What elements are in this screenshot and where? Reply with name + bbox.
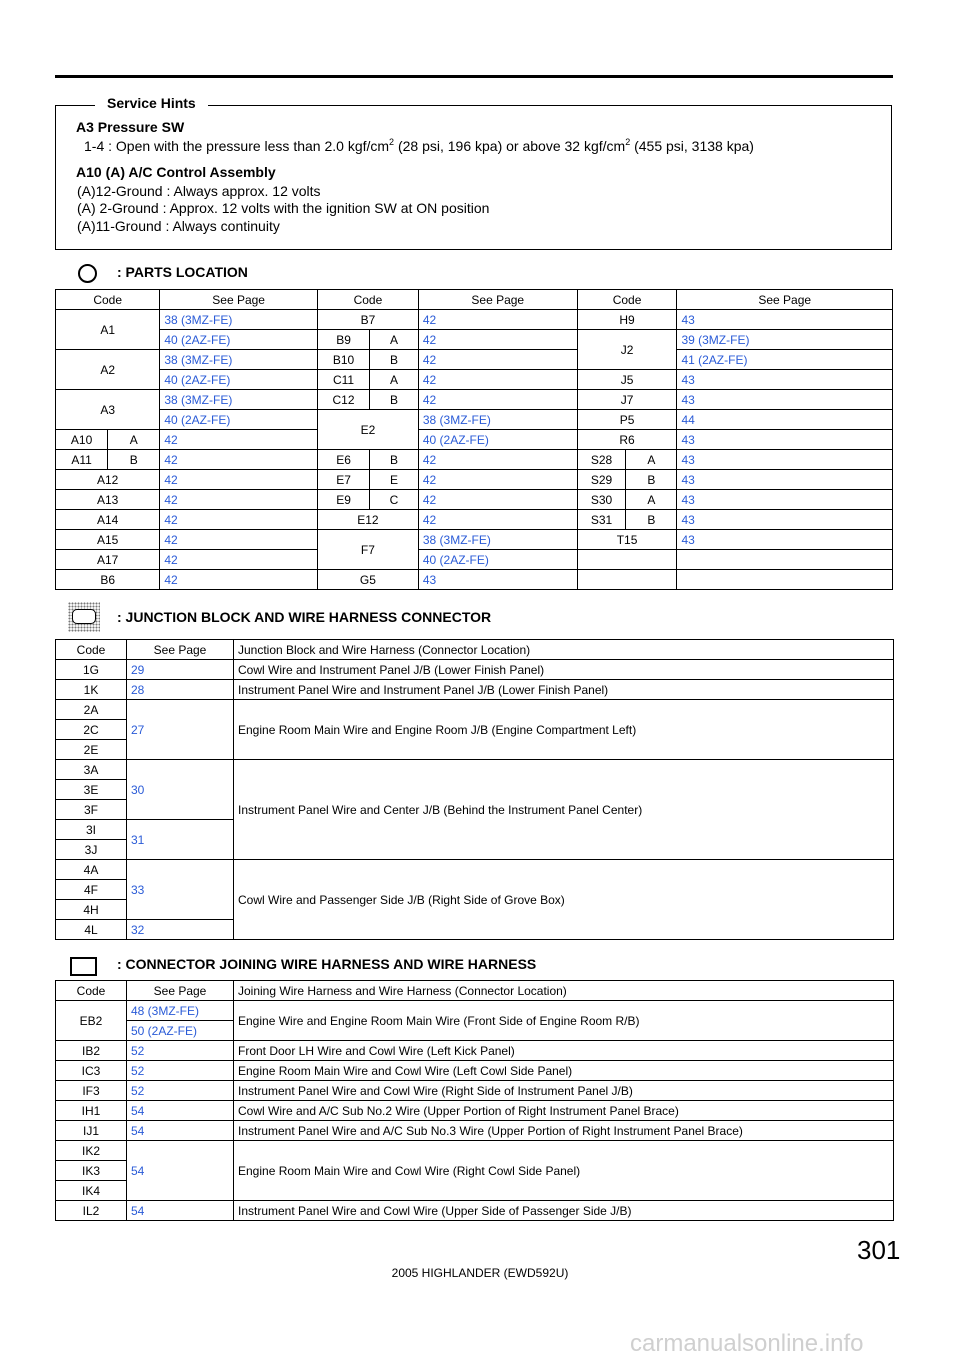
code-cell: J5: [577, 370, 677, 390]
code-cell: EB2: [56, 1001, 127, 1041]
code-cell: A2: [56, 350, 160, 390]
suffix-cell: B: [370, 350, 419, 370]
page-link[interactable]: 43: [677, 470, 893, 490]
page-number: 301: [857, 1235, 901, 1265]
empty-cell: [577, 570, 677, 590]
page-link[interactable]: 42: [418, 350, 577, 370]
page-link[interactable]: 54: [127, 1141, 234, 1201]
page-link[interactable]: 42: [160, 570, 318, 590]
page-link[interactable]: 42: [160, 450, 318, 470]
table-row: [56, 510, 893, 530]
table-row: [56, 350, 893, 370]
suffix-cell: B: [370, 390, 419, 410]
page-link[interactable]: 40 (2AZ-FE): [418, 550, 577, 570]
page-link[interactable]: 43: [677, 430, 893, 450]
header-cell: Code: [577, 290, 677, 310]
code-cell: 1K: [56, 680, 127, 700]
table-row: [56, 1121, 894, 1141]
page-link[interactable]: 42: [160, 430, 318, 450]
suffix-cell: A: [626, 490, 677, 510]
code-cell: C11: [317, 370, 369, 390]
table-row: [56, 760, 894, 780]
connector-joining-heading: : CONNECTOR JOINING WIRE HARNESS AND WIRE HARNESS: [117, 956, 537, 972]
code-cell: E9: [317, 490, 369, 510]
document-footer: 2005 HIGHLANDER (EWD592U): [391, 1266, 569, 1280]
table-row: [56, 530, 893, 550]
parts-location-table: [55, 289, 893, 590]
code-cell: IK2: [56, 1141, 127, 1161]
table-row: [56, 1081, 894, 1101]
empty-cell: [677, 570, 893, 590]
location-cell: Instrument Panel Wire and Cowl Wire (Right Side of Instrument Panel J/B): [234, 1081, 894, 1101]
location-cell: Engine Room Main Wire and Engine Room J/B (Engine Compartment Left): [234, 700, 894, 760]
code-cell: B7: [317, 310, 418, 330]
page-link[interactable]: 50 (2AZ-FE): [127, 1021, 234, 1041]
page-link[interactable]: 40 (2AZ-FE): [160, 370, 318, 390]
code-cell: 4A: [56, 860, 127, 880]
page-link[interactable]: 41 (2AZ-FE): [677, 350, 893, 370]
page-link[interactable]: 30: [127, 760, 234, 820]
page-link[interactable]: 27: [127, 700, 234, 760]
header-cell: Junction Block and Wire Harness (Connector Location): [234, 640, 894, 660]
header-cell: See Page: [160, 290, 318, 310]
code-cell: 3E: [56, 780, 127, 800]
code-cell: A13: [56, 490, 160, 510]
location-cell: Instrument Panel Wire and Cowl Wire (Upper Side of Passenger Side J/B): [234, 1201, 894, 1221]
code-cell: A1: [56, 310, 160, 350]
code-cell: S31: [577, 510, 626, 530]
code-cell: IB2: [56, 1041, 127, 1061]
code-cell: B6: [56, 570, 160, 590]
code-cell: IC3: [56, 1061, 127, 1081]
header-cell: Code: [56, 981, 127, 1001]
location-cell: Engine Wire and Engine Room Main Wire (Front Side of Engine Room R/B): [234, 1001, 894, 1041]
table-row: [56, 410, 893, 430]
table-row: [56, 1141, 894, 1161]
page-link[interactable]: 48 (3MZ-FE): [127, 1001, 234, 1021]
table-row: [56, 1041, 894, 1061]
header-cell: Code: [56, 640, 127, 660]
table-row: [56, 1061, 894, 1081]
page-link[interactable]: 43: [418, 570, 577, 590]
code-cell: 2C: [56, 720, 127, 740]
watermark: carmanualsonline.info: [630, 1330, 864, 1357]
table-row: [56, 860, 894, 880]
page-link[interactable]: 39 (3MZ-FE): [677, 330, 893, 350]
suffix-cell: A: [626, 450, 677, 470]
header-cell: See Page: [127, 640, 234, 660]
code-cell: A17: [56, 550, 160, 570]
parts-location-heading: : PARTS LOCATION: [117, 264, 248, 280]
a3-hint: 1-4 : Open with the pressure less than 2.0 kgf/$cm^2$ (28 psi, 196 kpa) or above 32 kgf/$cm^2$ (455 psi, 3138 kpa): [84, 137, 754, 154]
code-cell: H9: [577, 310, 677, 330]
connector-joining-icon: [70, 957, 97, 976]
code-cell: E2: [317, 410, 418, 450]
page-link[interactable]: 54: [127, 1201, 234, 1221]
header-cell: See Page: [677, 290, 893, 310]
code-cell: 3I: [56, 820, 127, 840]
suffix-cell: B: [626, 470, 677, 490]
code-cell: R6: [577, 430, 677, 450]
table-row: [56, 390, 893, 410]
code-cell: 3J: [56, 840, 127, 860]
table-header-row: [56, 640, 894, 660]
location-cell: Front Door LH Wire and Cowl Wire (Left Kick Panel): [234, 1041, 894, 1061]
code-cell: A14: [56, 510, 160, 530]
suffix-cell: A: [108, 430, 160, 450]
page-link[interactable]: 52: [127, 1041, 234, 1061]
code-cell: B10: [317, 350, 369, 370]
code-cell: 1G: [56, 660, 127, 680]
table-row: [56, 660, 894, 680]
page-link[interactable]: 42: [418, 330, 577, 350]
page-link[interactable]: 54: [127, 1121, 234, 1141]
code-cell: E12: [317, 510, 418, 530]
header-cell: Code: [56, 290, 160, 310]
page-link[interactable]: 42: [418, 470, 577, 490]
code-cell: 3A: [56, 760, 127, 780]
page-link[interactable]: 52: [127, 1061, 234, 1081]
page-link[interactable]: 32: [127, 920, 234, 940]
parts-location-circle-icon: [78, 264, 97, 283]
code-cell: S29: [577, 470, 626, 490]
code-cell: A10: [56, 430, 108, 450]
table-row: [56, 430, 893, 450]
page-link[interactable]: 42: [160, 550, 318, 570]
a3-title: A3 Pressure SW: [76, 119, 185, 135]
suffix-cell: A: [370, 330, 419, 350]
page-link[interactable]: 40 (2AZ-FE): [160, 330, 318, 350]
table-row: [56, 490, 893, 510]
table-row: [56, 310, 893, 330]
location-cell: Instrument Panel Wire and Center J/B (Behind the Instrument Panel Center): [234, 760, 894, 860]
page-link[interactable]: 42: [418, 310, 577, 330]
table-row: [56, 330, 893, 350]
header-cell: Code: [317, 290, 418, 310]
code-cell: 3F: [56, 800, 127, 820]
table-header-row: [56, 981, 894, 1001]
page-link[interactable]: 28: [127, 680, 234, 700]
page-link[interactable]: 38 (3MZ-FE): [160, 350, 318, 370]
suffix-cell: A: [370, 370, 419, 390]
page-link[interactable]: 43: [677, 510, 893, 530]
code-cell: A12: [56, 470, 160, 490]
page-link[interactable]: 43: [677, 530, 893, 550]
junction-block-icon: [68, 602, 100, 632]
table-row: [56, 1001, 894, 1021]
location-cell: Cowl Wire and Passenger Side J/B (Right Side of Grove Box): [234, 860, 894, 940]
page-link[interactable]: 43: [677, 390, 893, 410]
table-row: [56, 700, 894, 720]
location-cell: Engine Room Main Wire and Cowl Wire (Right Cowl Side Panel): [234, 1141, 894, 1201]
page-link[interactable]: 38 (3MZ-FE): [418, 530, 577, 550]
code-cell: G5: [317, 570, 418, 590]
page-link[interactable]: 40 (2AZ-FE): [160, 410, 318, 430]
code-cell: J2: [577, 330, 677, 370]
page-link[interactable]: 42: [160, 510, 318, 530]
code-cell: 4L: [56, 920, 127, 940]
table-row: [56, 1101, 894, 1121]
page-link[interactable]: 31: [127, 820, 234, 860]
page-link[interactable]: 38 (3MZ-FE): [160, 310, 318, 330]
suffix-cell: B: [370, 450, 419, 470]
service-hints-title: Service Hints: [95, 95, 208, 111]
code-cell: T15: [577, 530, 677, 550]
location-cell: Instrument Panel Wire and A/C Sub No.3 Wire (Upper Portion of Right Instrument Panel Brace): [234, 1121, 894, 1141]
empty-cell: [677, 550, 893, 570]
code-cell: IL2: [56, 1201, 127, 1221]
table-row: [56, 570, 893, 590]
a10-hint-line: (A) 2-Ground : Approx. 12 volts with the ignition SW at ON position: [77, 200, 490, 216]
page-link[interactable]: 42: [418, 390, 577, 410]
code-cell: A3: [56, 390, 160, 430]
page-link[interactable]: 38 (3MZ-FE): [160, 390, 318, 410]
a10-hint-line: (A)12-Ground : Always approx. 12 volts: [77, 183, 321, 199]
page-link[interactable]: 42: [160, 470, 318, 490]
code-cell: B9: [317, 330, 369, 350]
page-link[interactable]: 43: [677, 370, 893, 390]
location-cell: Instrument Panel Wire and Instrument Panel J/B (Lower Finish Panel): [234, 680, 894, 700]
table-row: [56, 370, 893, 390]
code-cell: S28: [577, 450, 626, 470]
code-cell: 2A: [56, 700, 127, 720]
suffix-cell: B: [108, 450, 160, 470]
header-cell: Joining Wire Harness and Wire Harness (Connector Location): [234, 981, 894, 1001]
code-cell: 4F: [56, 880, 127, 900]
location-cell: Engine Room Main Wire and Cowl Wire (Left Cowl Side Panel): [234, 1061, 894, 1081]
page-link[interactable]: 52: [127, 1081, 234, 1101]
junction-block-heading: : JUNCTION BLOCK AND WIRE HARNESS CONNECTOR: [117, 609, 492, 625]
page-link[interactable]: 29: [127, 660, 234, 680]
empty-cell: [577, 550, 677, 570]
code-cell: A15: [56, 530, 160, 550]
page-link[interactable]: 42: [160, 530, 318, 550]
code-cell: IJ1: [56, 1121, 127, 1141]
code-cell: IK3: [56, 1161, 127, 1181]
code-cell: E6: [317, 450, 369, 470]
page-link[interactable]: 44: [677, 410, 893, 430]
page-link[interactable]: 40 (2AZ-FE): [418, 430, 577, 450]
page-link[interactable]: 42: [418, 510, 577, 530]
header-cell: See Page: [418, 290, 577, 310]
location-cell: Cowl Wire and Instrument Panel J/B (Lower Finish Panel): [234, 660, 894, 680]
code-cell: E7: [317, 470, 369, 490]
suffix-cell: E: [370, 470, 419, 490]
code-cell: 2E: [56, 740, 127, 760]
page-link[interactable]: 54: [127, 1101, 234, 1121]
code-cell: A11: [56, 450, 108, 470]
page-link[interactable]: 43: [677, 450, 893, 470]
page-link[interactable]: 38 (3MZ-FE): [418, 410, 577, 430]
a10-title: A10 (A) A/C Control Assembly: [76, 164, 276, 180]
a10-hint-line: (A)11-Ground : Always continuity: [77, 218, 280, 234]
page-link[interactable]: 42: [418, 450, 577, 470]
page-link[interactable]: 42: [418, 370, 577, 390]
table-row: [56, 470, 893, 490]
code-cell: C12: [317, 390, 369, 410]
suffix-cell: B: [626, 510, 677, 530]
code-cell: IH1: [56, 1101, 127, 1121]
code-cell: IF3: [56, 1081, 127, 1101]
code-cell: S30: [577, 490, 626, 510]
code-cell: J7: [577, 390, 677, 410]
connector-joining-table: [55, 980, 894, 1221]
page-link[interactable]: 43: [677, 490, 893, 510]
header-cell: See Page: [127, 981, 234, 1001]
location-cell: Cowl Wire and A/C Sub No.2 Wire (Upper Portion of Right Instrument Panel Brace): [234, 1101, 894, 1121]
table-row: [56, 450, 893, 470]
junction-block-table: [55, 639, 894, 940]
page-link[interactable]: 42: [418, 490, 577, 510]
code-cell: P5: [577, 410, 677, 430]
top-rule: [55, 75, 893, 78]
code-cell: F7: [317, 530, 418, 570]
page-link[interactable]: 42: [160, 490, 318, 510]
code-cell: 4H: [56, 900, 127, 920]
suffix-cell: C: [370, 490, 419, 510]
table-header-row: [56, 290, 893, 310]
code-cell: IK4: [56, 1181, 127, 1201]
table-row: [56, 550, 893, 570]
table-row: [56, 1201, 894, 1221]
page-link[interactable]: 33: [127, 860, 234, 920]
table-row: [56, 680, 894, 700]
page-link[interactable]: 43: [677, 310, 893, 330]
